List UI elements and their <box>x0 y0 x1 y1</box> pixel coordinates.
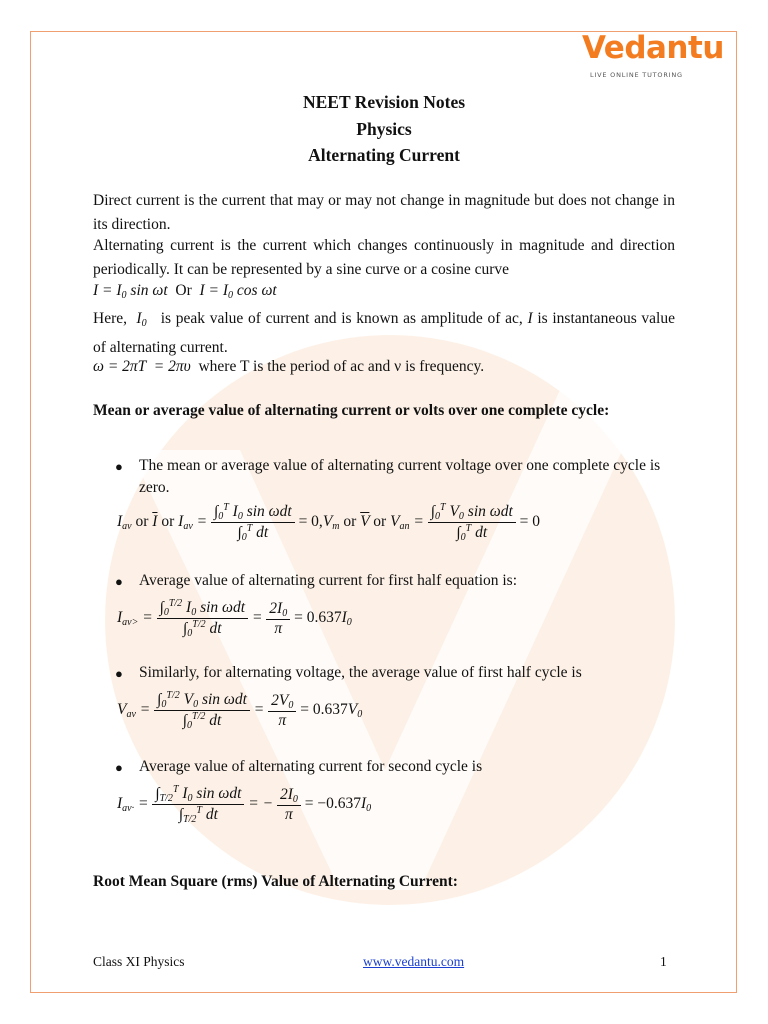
footer-website-link[interactable]: www.vedantu.com <box>363 954 465 969</box>
intro-ac-paragraph: Alternating current is the current which changes continuously in magnitude and direction periodically. It can be represented by a sine curve or a cosine curve <box>93 237 675 278</box>
first-half-voltage-equation: $V_{av}$ = $\frac{\int_0^{T/2} V_0 \sin \omega dt}{\int_0^{T/2} dt}$ = $\frac{2V_0}{\pi}$ = $0.637V_0$ <box>117 690 363 732</box>
bullet-icon: ● <box>115 760 123 775</box>
rms-heading: Root Mean Square (rms) Value of Alternating Current: <box>93 873 458 890</box>
mean-value-heading: Mean or average value of alternating current or volts over one complete cycle: <box>93 402 610 419</box>
brand-tagline: LIVE ONLINE TUTORING <box>590 71 683 79</box>
brand-name: Vedantu <box>582 30 724 66</box>
angular-frequency-line: ω = 2πT = 2πυ where T is the period of ac and ν is frequency. <box>93 358 485 375</box>
footer-class-label: Class XI Physics <box>93 954 185 969</box>
bullet-second-half-current: Average value of alternating current for second cycle is <box>139 758 483 775</box>
bullet-mean-zero: The mean or average value of alternating current voltage over one complete cycle is zero. <box>139 457 661 496</box>
second-half-current-equation: $I_{av\cdot}$ = $\frac{\int_{T/2}^T I_0 \sin \omega dt}{\int_{T/2}^T dt}$ = − $\frac{2I_0}{\pi}$ = $-0.637I_0$ <box>117 784 372 826</box>
peak-value-paragraph: Here, $I_0$ is peak value of current and is known as amplitude of ac, I is instantaneous value of alternating current. <box>93 310 675 356</box>
or-word: Or <box>175 282 192 299</box>
doc-subject: Physics <box>356 119 412 139</box>
bullet-icon: ● <box>115 459 123 474</box>
bullet-icon: ● <box>115 666 123 681</box>
first-half-current-equation: $I_{av>}$ = $\frac{\int_0^{T/2} I_0 \sin \omega dt}{\int_0^{T/2} dt}$ = $\frac{2I_0}{\pi}$ = $0.637I_0$ <box>117 598 352 640</box>
doc-title: NEET Revision Notes <box>302 92 466 112</box>
bullet-first-half-voltage: Similarly, for alternating voltage, the average value of first half cycle is <box>139 664 582 681</box>
doc-topic: Alternating Current <box>308 145 460 165</box>
intro-dc-paragraph: Direct current is the current that may or may not change in magnitude but does not change in its direction. <box>93 192 675 233</box>
bullet-first-half-current: Average value of alternating current for first half equation is: <box>139 572 518 589</box>
vedantu-logo <box>582 30 722 80</box>
ac-equation-line: $I = I_0$ sin ωt Or $I = I_0$ cos ωt <box>93 282 277 301</box>
mean-zero-equation: $I_{av}$ or $\overline{I}$ or $I_{av}$ = $\frac{\int_0^T I_0 \sin \omega dt}{\int_0^T dt}$ = $0,V_m$ or $\overline{V}$ or $V_{an}$ = $\frac{\int_0^T V_0 \sin \omega dt}{\int_0^T dt}$ = 0 <box>117 502 540 544</box>
page-number: 1 <box>660 954 667 969</box>
bullet-icon: ● <box>115 574 123 589</box>
